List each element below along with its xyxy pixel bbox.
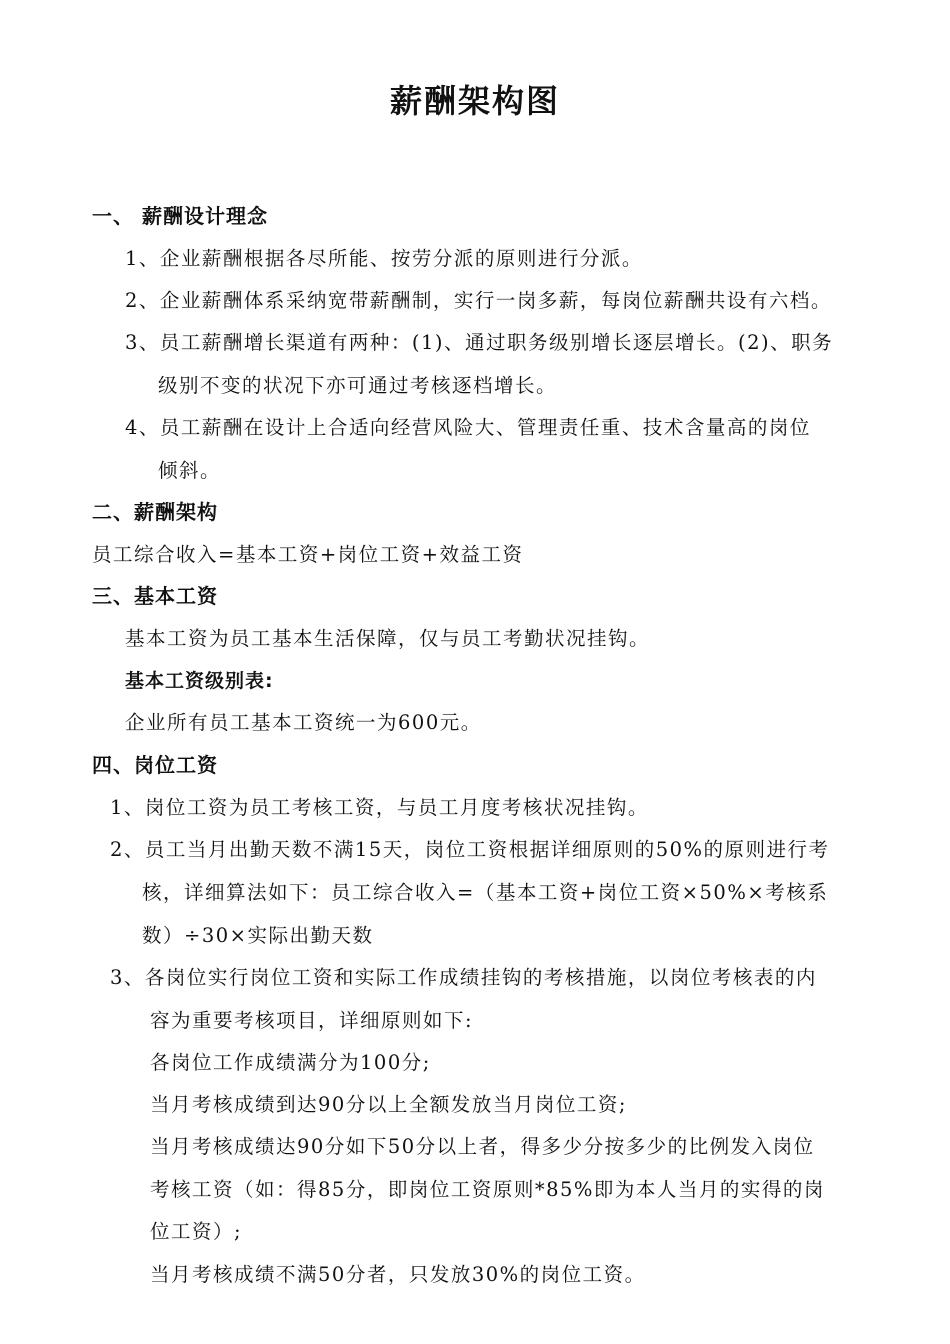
rule-line-continuation: 位工资）;	[150, 1220, 243, 1243]
list-item: 1、岗位工资为员工考核工资，与员工月度考核状况挂钩。	[110, 796, 649, 819]
rule-line: 各岗位工作成绩满分为100分;	[150, 1051, 431, 1074]
list-item: 2、员工当月出勤天数不满15天，岗位工资根据详细原则的50%的原则进行考	[110, 838, 830, 861]
list-item-continuation: 容为重要考核项目，详细原则如下:	[150, 1009, 474, 1032]
document-title: 薪酬架构图	[389, 82, 560, 120]
rule-line: 当月考核成绩达90分如下50分以上者，得多少分按多少的比例发入岗位	[150, 1135, 815, 1158]
list-item: 3、员工薪酬增长渠道有两种：(1)、通过职务级别增长逐层增长。(2)、职务	[125, 331, 834, 354]
section-heading-design-concept: 一、 薪酬设计理念	[92, 204, 268, 228]
list-item-continuation: 级别不变的状况下亦可通过考核逐档增长。	[158, 374, 558, 397]
list-item-continuation: 数）÷30×实际出勤天数	[142, 924, 374, 947]
salary-formula: 员工综合收入=基本工资+岗位工资+效益工资	[92, 543, 524, 566]
rule-line: 当月考核成绩不满50分者，只发放30%的岗位工资。	[150, 1263, 646, 1286]
rule-line: 当月考核成绩到达90分以上全额发放当月岗位工资;	[150, 1093, 627, 1116]
list-item: 4、员工薪酬在设计上合适向经营风险大、管理责任重、技术含量高的岗位	[125, 416, 811, 439]
section-heading-post-salary: 四、岗位工资	[92, 753, 218, 777]
rule-line-continuation: 考核工资（如：得85分，即岗位工资原则*85%即为本人当月的实得的岗	[150, 1178, 825, 1201]
base-salary-table-desc: 企业所有员工基本工资统一为600元。	[125, 711, 482, 734]
section-heading-structure: 二、薪酬架构	[92, 500, 218, 524]
base-salary-description: 基本工资为员工基本生活保障，仅与员工考勤状况挂钩。	[125, 627, 651, 650]
list-item-continuation: 倾斜。	[158, 459, 222, 482]
base-salary-table-title: 基本工资级别表:	[125, 670, 274, 692]
section-heading-base-salary: 三、基本工资	[92, 584, 218, 608]
list-item: 3、各岗位实行岗位工资和实际工作成绩挂钩的考核措施，以岗位考核表的内	[110, 966, 817, 989]
list-item: 1、企业薪酬根据各尽所能、按劳分派的原则进行分派。	[125, 247, 643, 270]
list-item-continuation: 核，详细算法如下：员工综合收入=（基本工资+岗位工资×50%×考核系	[142, 881, 829, 904]
list-item: 2、企业薪酬体系采纳宽带薪酬制，实行一岗多薪，每岗位薪酬共设有六档。	[125, 289, 832, 312]
